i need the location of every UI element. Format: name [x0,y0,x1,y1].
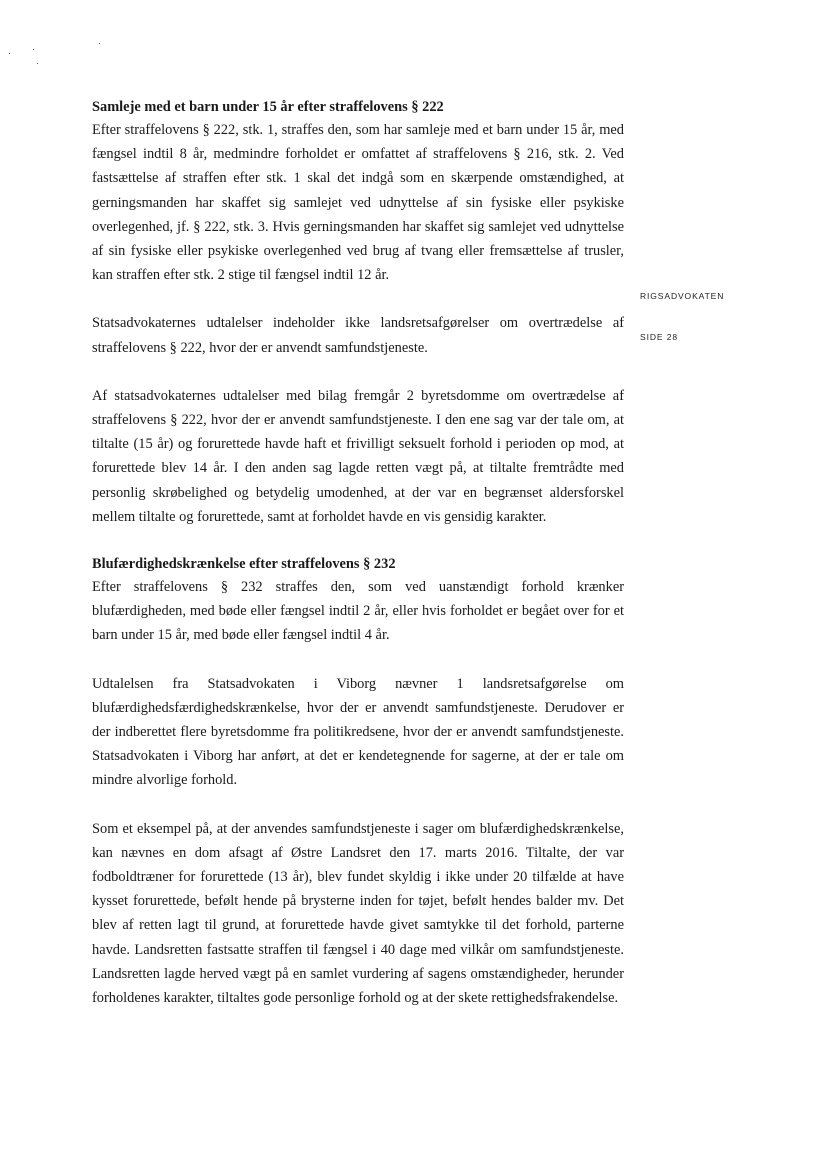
section-heading: Samleje med et barn under 15 år efter straffelovens § 222 [92,99,444,115]
paragraph: Af statsadvokaternes udtalelser med bilag fremgår 2 byretsdomme om overtrædelse af straffelovens § 222, hvor der er anvendt samfundstjeneste. I den ene sag var der tale om, at tiltalte (15 år) og forurettede havde haft et frivilligt seksuelt forhold i perioden op mod, at forurettede blev 14 år. I den anden sag lagde retten vægt på, at tiltalte fremtrådte med personlig skrøbelighed og betydelig umodenhed, at der var en begrænset aldersforskel mellem tiltalte og forurettede, samt at forholdet havde en vis gensidig karakter. [92,387,624,525]
paragraph: Som et eksempel på, at der anvendes samfundstjeneste i sager om blufærdighedskrænkelse, kan nævnes en dom afsagt af Østre Landsret den 17. marts 2016. Tiltalte, der var fodboldtræner for forurettede (13 år), blev fundet skyldig i ikke under 20 tilfælde at have kysset forurettede, befølt hende på brysterne inden for tøjet, befølt hendes balder mv. Det blev af retten lagt til grund, at forurettede havde givet samtykke til det forhold, parterne havde. Landsretten fastsatte straffen til fængsel i 40 dage med vilkår om samfundstjeneste. Landsretten lagde herved vægt på en samlet vurdering af sagens omstændigheder, herunder forholdenes karakter, tiltaltes gode personlige forhold og at der skete rettighedsfrakendelse. [92,820,624,1007]
scan-artifact: · [98,38,101,48]
scan-artifact: · [8,48,11,58]
section-heading: Blufærdighedskrænkelse efter straffelovens § 232 [92,556,396,573]
paragraph: Statsadvokaternes udtalelser indeholder ikke landsretsafgørelser om overtrædelse af straffelovens § 222, hvor der er anvendt samfundstjeneste. [92,315,624,356]
section-blufaerdighed [92,553,624,1010]
section-samleje [92,96,624,529]
paragraph: Efter straffelovens § 232 straffes den, som ved uanstændigt forhold krænker blufærdigheden, med bøde eller fængsel indtil 2 år, eller hvis forholdet er begået over for et barn under 15 år, med bøde eller fængsel indtil 4 år. [92,579,624,644]
paragraph: Udtalelsen fra Statsadvokaten i Viborg nævner 1 landsretsafgørelse om blufærdighedsfærdighedskrænkelse, hvor der er anvendt samfundstjeneste. Derudover er der indberettet flere byretsdomme fra politikredsene, hvor der er anvendt samfundstjeneste. Statsadvokaten i Viborg har anført, at det er kendetegnende for sagerne, at der er tale om mindre alvorlige forhold. [92,675,624,789]
margin-org-label: RIGSADVOKATEN [640,291,725,301]
scan-artifact: · [36,58,39,68]
paragraph: Efter straffelovens § 222, stk. 1, straffes den, som har samleje med et barn under 15 år, med fængsel indtil 8 år, medmindre forholdet er omfattet af straffelovens § 216, stk. 2. Ved fastsættelse af straffen efter stk. 1 skal det indgå som en skærpende omstændighed, at gerningsmanden har skaffet sig samlejet ved udnyttelse af sin fysiske eller psykiske overlegenhed, jf. § 222, stk. 3. Hvis gerningsmanden har skaffet sig samlejet ved udnyttelse af sin fysiske eller psykiske overlegenhed ved brug af tvang eller fremsættelse af trusler, kan straffen efter stk. 2 stige til fængsel indtil 12 år. [92,122,624,284]
scan-artifact: · [32,44,35,54]
document-body [92,96,624,1010]
margin-page-number: SIDE 28 [640,332,678,342]
